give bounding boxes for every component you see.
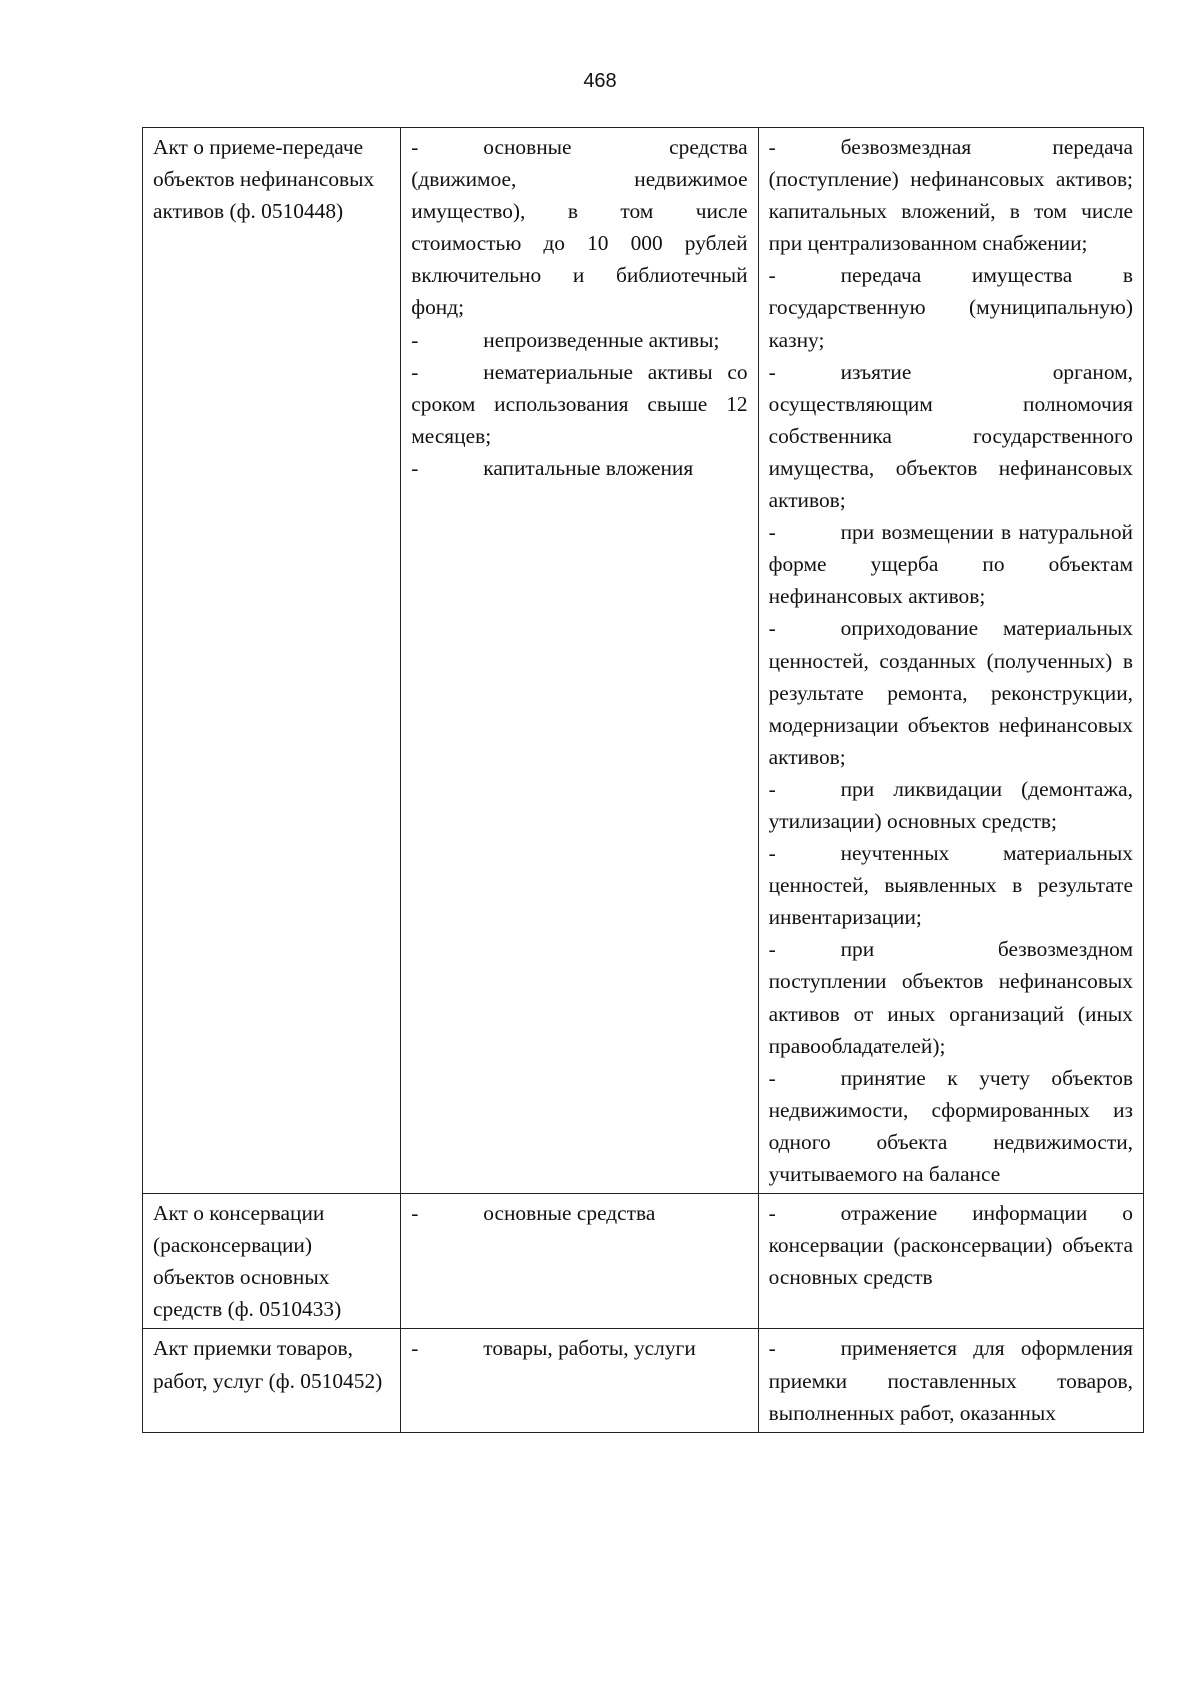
document-name-cell	[143, 1329, 401, 1432]
list-item: - при ликвидации (демонтажа, утилизации) основных средств;	[768, 776, 1133, 833]
list-item: - товары, работы, услуги	[411, 1336, 696, 1361]
list-item: - безвозмездная передача (поступление) нефинансовых активов; капитальных вложений, в том числе при централизованном снабжении;	[768, 135, 1133, 256]
list-item: - оприходование материальных ценностей, созданных (полученных) в результате ремонта, реконструкции, модернизации объектов нефинансовых активов;	[768, 616, 1133, 769]
document-name-cell	[143, 1194, 401, 1329]
list-item: - передача имущества в государственную (муниципальную) казну;	[768, 263, 1133, 352]
usage-cell	[758, 1194, 1143, 1329]
list-item: - отражение информации о консервации (расконсервации) объекта основных средств	[768, 1201, 1133, 1290]
list-item: - основные средства	[411, 1201, 656, 1226]
document-name-cell	[143, 128, 401, 1194]
list-item: - при возмещении в натуральной форме ущерба по объектам нефинансовых активов;	[768, 520, 1133, 609]
list-item: - изъятие органом, осуществляющим полномочия собственника государственного имущества, объектов нефинансовых активов;	[768, 359, 1133, 513]
list-item: - непроизведенные активы;	[411, 327, 720, 352]
list-item: - принятие к учету объектов недвижимости, сформированных из одного объекта недвижимости, учитываемого на балансе	[768, 1065, 1133, 1186]
objects-cell	[401, 128, 758, 1194]
list-item: - капитальные вложения	[411, 455, 694, 480]
objects-cell	[401, 1194, 758, 1329]
table-row	[143, 1194, 1144, 1329]
list-item: - применяется для оформления приемки поставленных товаров, выполненных работ, оказанных	[768, 1336, 1133, 1425]
list-item: - нематериальные активы со сроком использования свыше 12 месяцев;	[411, 359, 748, 448]
document-name: Акт о приеме-передаче объектов нефинансовых активов (ф. 0510448)	[153, 135, 375, 224]
list-item: - основные средства (движимое, недвижимое имущество), в том числе стоимостью до 10 000 рублей включительно и библиотечный фонд;	[411, 135, 748, 320]
table-row	[143, 1329, 1144, 1432]
usage-cell	[758, 1329, 1143, 1432]
list-item: - неучтенных материальных ценностей, выявленных в результате инвентаризации;	[768, 841, 1133, 930]
list-item: - при безвозмездном поступлении объектов нефинансовых активов от иных организаций (иных правообладателей);	[768, 937, 1133, 1058]
objects-cell	[401, 1329, 758, 1432]
table-row	[143, 128, 1144, 1194]
document-name: Акт о консервации (расконсервации) объектов основных средств (ф. 0510433)	[153, 1201, 342, 1322]
page-number: 468	[583, 70, 617, 92]
document-name: Акт приемки товаров, работ, услуг (ф. 0510452)	[153, 1336, 383, 1393]
document-table	[142, 127, 1144, 1433]
usage-cell	[758, 128, 1143, 1194]
